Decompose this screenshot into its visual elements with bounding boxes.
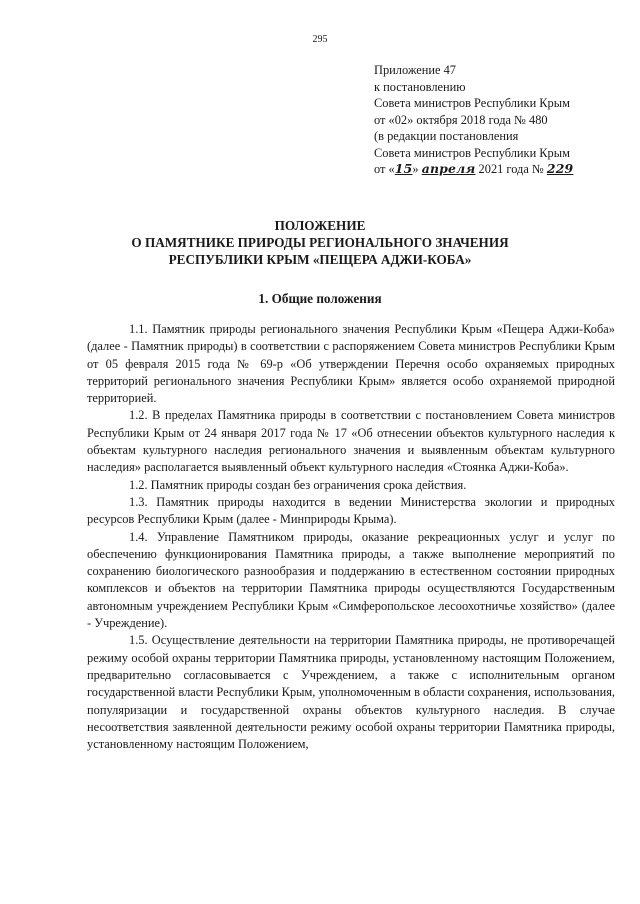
paragraph: 1.2. Памятник природы создан без ограничения срока действия.	[129, 477, 467, 492]
appendix-line-7	[374, 161, 638, 178]
document-title	[0, 217, 640, 268]
title-line-3: РЕСПУБЛИКИ КРЫМ «ПЕЩЕРА АДЖИ-КОБА»	[168, 252, 472, 267]
handwritten-month: апреля	[421, 161, 476, 176]
page-number: 295	[312, 34, 328, 45]
appendix-date-year: 2021 года №	[478, 162, 544, 176]
title-line-2: О ПАМЯТНИКЕ ПРИРОДЫ РЕГИОНАЛЬНОГО ЗНАЧЕНИЯ	[131, 235, 509, 250]
appendix-header	[374, 62, 638, 178]
document-body	[87, 321, 615, 753]
paragraph: 1.2. В пределах Памятника природы в соответствии с постановлением Совета министров Республики Крым от 24 января 2017 года № 17 «Об отнесении объектов культурного наследия к объектам культурного наследия регионального значения и выявленным объектам культурного наследия» располагается выявленный объект культурного наследия «Стоянка Аджи-Коба».	[87, 408, 615, 475]
paragraph: 1.1. Памятник природы регионального значения Республики Крым «Пещера Аджи-Коба» (далее - Памятник природы) в соответствии с распоряжением Совета министров Республики Крым от 05 февраля 2015 года № 69-р «Об утверждении Перечня особо охраняемых природных территорий регионального значения Республики Крым» является особо охраняемой природной территорией.	[87, 322, 615, 406]
appendix-line-5: (в редакции постановления	[374, 129, 519, 143]
appendix-date-sep: »	[412, 162, 419, 176]
appendix-line-3: Совета министров Республики Крым	[374, 96, 570, 110]
appendix-line-6: Совета министров Республики Крым	[374, 145, 570, 160]
paragraph: 1.4. Управление Памятником природы, оказание рекреационных услуг и услуг по обеспечению функционирования Памятника природы, а также выполнение мероприятий по сохранению биологического разнообразия и поддержанию в естественном состоянии природных комплексов и объектов на территории Памятника природы осуществляются Государственным автономным учреждением Республики Крым «Симферопольское лесоохотничье хозяйство» (далее - Учреждение).	[87, 529, 615, 631]
appendix-date-prefix: от «	[374, 162, 395, 176]
appendix-line-2: к постановлению	[374, 79, 466, 94]
appendix-line-4: от «02» октября 2018 года № 480	[374, 112, 548, 127]
paragraph: 1.5. Осуществление деятельности на территории Памятника природы, не противоречащей режиму особой охраны территории Памятника природы, установленному настоящим Положением, предварительно согласовывается с Учреждением, а также с исполнительным органом государственной власти Республики Крым, уполномоченным в области сохранения, использования, популяризации и государственной охраны объектов культурного наследия. В случае несоответствия заявленной деятельности режиму особой охраны территории Памятника природы, установленному настоящим Положением,	[87, 633, 616, 752]
appendix-line-1: Приложение 47	[374, 63, 456, 77]
section-heading: 1. Общие положения	[258, 291, 382, 306]
handwritten-number: 229	[546, 161, 574, 176]
handwritten-day: 15	[394, 161, 413, 176]
paragraph: 1.3. Памятник природы находится в ведении Министерства экологии и природных ресурсов Республики Крым (далее - Минприроды Крыма).	[87, 494, 615, 527]
title-line-1: ПОЛОЖЕНИЕ	[274, 218, 366, 233]
